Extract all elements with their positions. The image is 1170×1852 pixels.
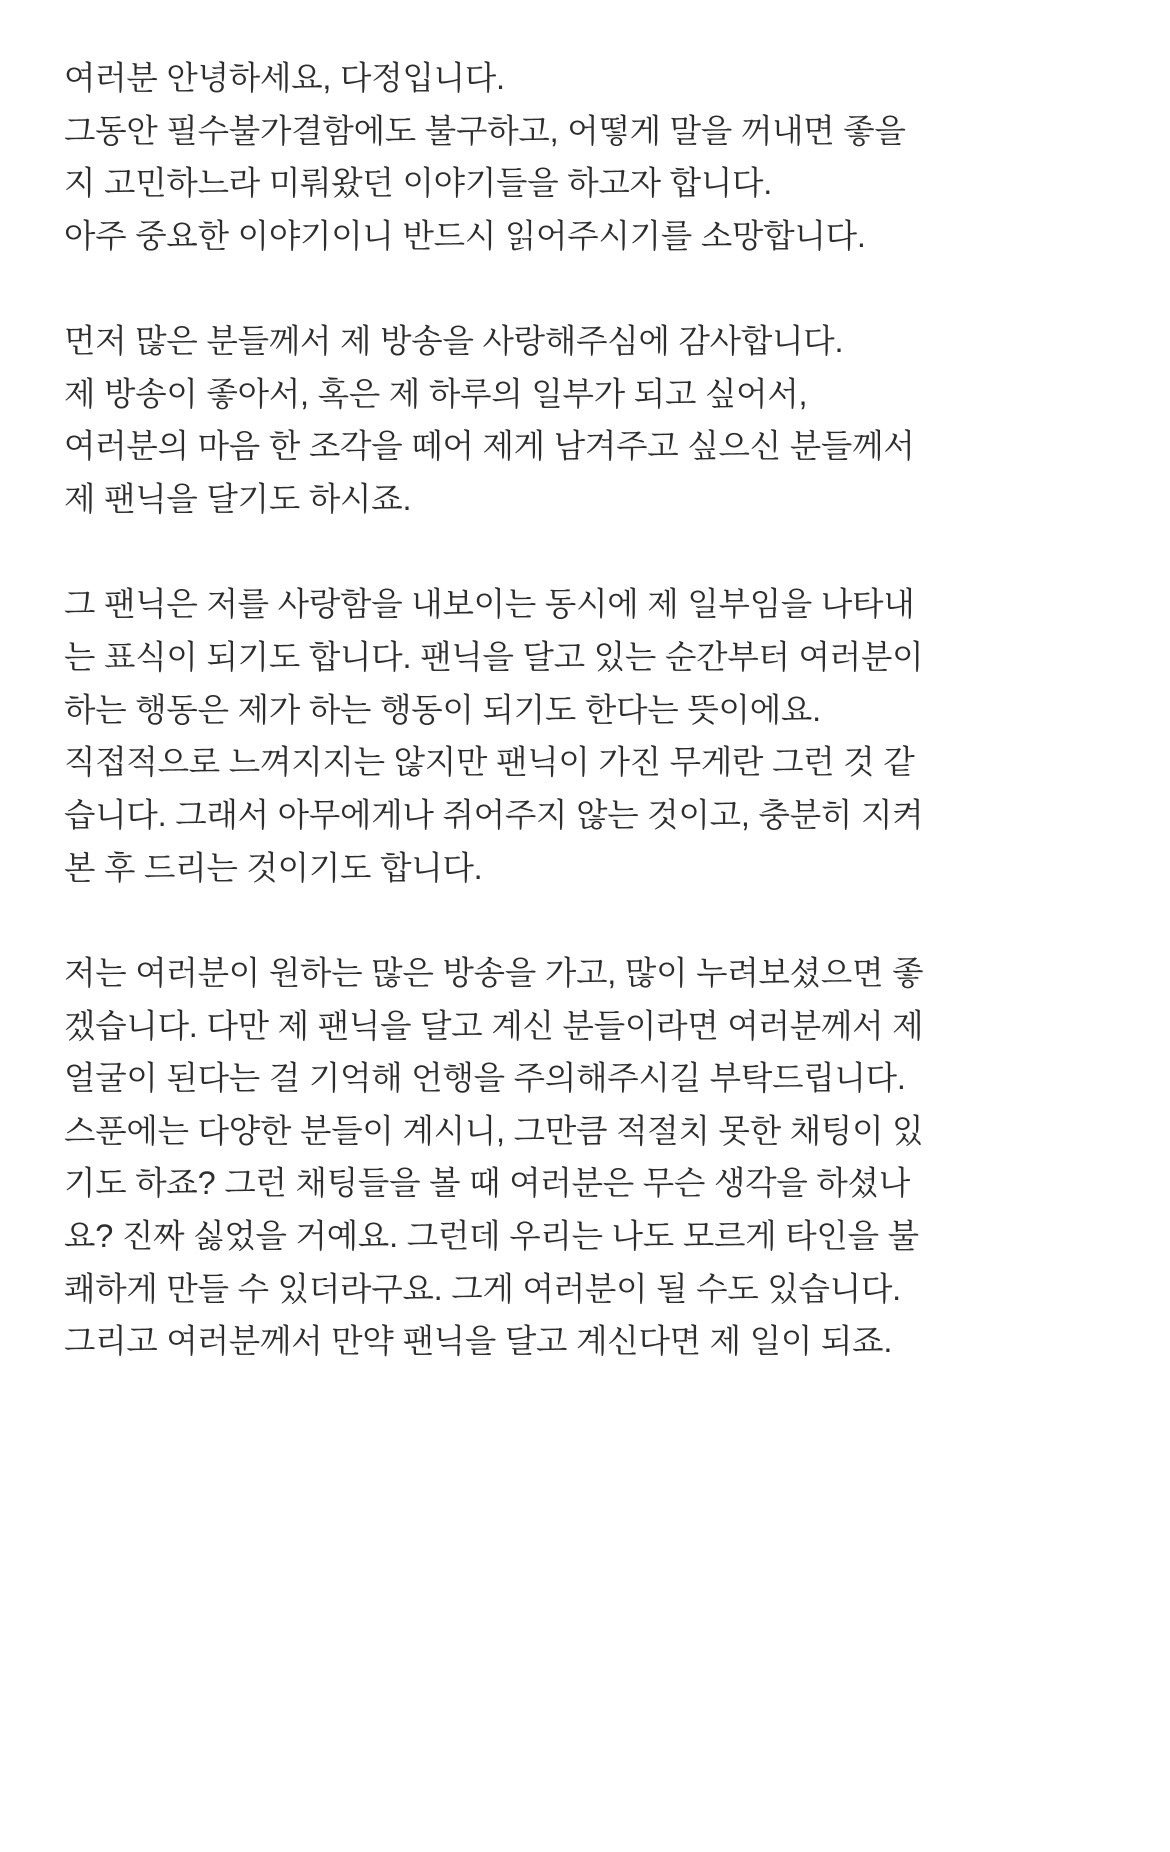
- text-line: 그리고 여러분께서 만약 팬닉을 달고 계신다면 제 일이 되죠.: [64, 1323, 893, 1360]
- text-line: 는 표식이 되기도 합니다. 팬닉을 달고 있는 순간부터 여러분이: [64, 639, 924, 676]
- text-line: 여러분의 마음 한 조각을 떼어 제게 남겨주고 싶으신 분들께서: [64, 428, 915, 465]
- text-line: 요? 진짜 싫었을 거예요. 그런데 우리는 나도 모르게 타인을 불: [64, 1218, 919, 1255]
- text-line: 아주 중요한 이야기이니 반드시 읽어주시기를 소망합니다.: [64, 217, 866, 254]
- text-line: 스푼에는 다양한 분들이 계시니, 그만큼 적절치 못한 채팅이 있: [64, 1112, 924, 1149]
- text-line: 지 고민하느라 미뤄왔던 이야기들을 하고자 합니다.: [64, 165, 773, 202]
- text-line: 기도 하죠? 그런 채팅들을 볼 때 여러분은 무슨 생각을 하셨나: [64, 1165, 911, 1202]
- text-line: 직접적으로 느껴지지는 않지만 팬닉이 가진 무게란 그런 것 같: [64, 744, 915, 781]
- text-line: 여러분 안녕하세요, 다정입니다.: [64, 60, 505, 96]
- text-line: 그 팬닉은 저를 사랑함을 내보이는 동시에 제 일부임을 나타내: [64, 586, 915, 623]
- paragraph-thanks: [64, 315, 1110, 526]
- paragraph-request: [64, 947, 1110, 1368]
- text-line: 제 방송이 좋아서, 혹은 제 하루의 일부가 되고 싶어서,: [64, 375, 808, 412]
- text-line: 먼저 많은 분들께서 제 방송을 사랑해주심에 감사합니다.: [64, 323, 844, 360]
- text-line: 본 후 드리는 것이기도 합니다.: [64, 849, 483, 886]
- paragraph-meaning-of-fannick: [64, 578, 1110, 894]
- text-line: 쾌하게 만들 수 있더라구요. 그게 여러분이 될 수도 있습니다.: [64, 1270, 901, 1307]
- text-line: 그동안 필수불가결함에도 불구하고, 어떻게 말을 꺼내면 좋을: [64, 112, 906, 149]
- text-line: 습니다. 그래서 아무에게나 쥐어주지 않는 것이고, 충분히 지켜: [64, 796, 924, 833]
- text-line: 제 팬닉을 달기도 하시죠.: [64, 481, 412, 518]
- text-line: 하는 행동은 제가 하는 행동이 되기도 한다는 뜻이에요.: [64, 691, 821, 728]
- text-line: 저는 여러분이 원하는 많은 방송을 가고, 많이 누려보셨으면 좋: [64, 954, 924, 991]
- document-body: [64, 52, 1110, 1368]
- paragraph-intro: [64, 52, 1110, 263]
- text-line: 겠습니다. 다만 제 팬닉을 달고 계신 분들이라면 여러분께서 제: [64, 1007, 924, 1044]
- text-line: 얼굴이 된다는 걸 기억해 언행을 주의해주시길 부탁드립니다.: [64, 1060, 906, 1097]
